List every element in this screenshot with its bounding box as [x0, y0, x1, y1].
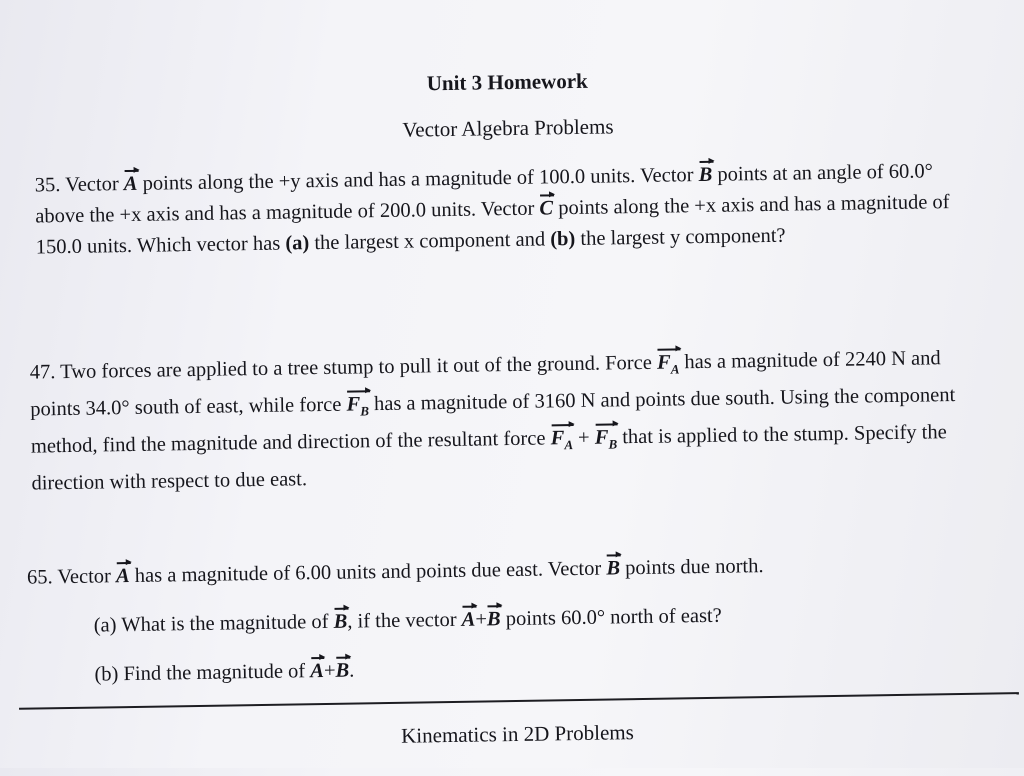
problem-number: 35. [34, 174, 61, 197]
problem-number: 47. [29, 361, 56, 384]
problem-35 [35, 156, 976, 264]
force-fb-symbol: $F_B$ [595, 423, 618, 460]
force-fa-symbol: $F_A$ [657, 347, 680, 384]
problem-47 [30, 342, 992, 499]
page-subtitle: Vector Algebra Problems [402, 114, 614, 142]
problem-number: 65. [26, 566, 53, 589]
problem-text: . [349, 659, 355, 682]
problem-text: Vector [57, 565, 112, 589]
plus-sign: + [323, 659, 336, 682]
problem-text: has a magnitude of 2240 N and points 34.0° south of east, while force [30, 347, 941, 421]
vector-b-symbol: B [698, 160, 712, 191]
vector-a-symbol: A [124, 169, 138, 200]
problem-text: has a magnitude of 3160 N and points due south. Using the component method, find the magnitude and direction of the resultant force [30, 384, 956, 458]
problem-text: has a magnitude of 6.00 units and points due east. Vector [134, 557, 602, 587]
vector-c-symbol: C [539, 193, 553, 224]
section-divider [19, 692, 1019, 710]
vector-b-symbol: B [606, 553, 620, 584]
problem-text: , if the vector [347, 608, 457, 633]
part-b-label: (b) [94, 663, 119, 686]
problem-text: points along the +y axis and has a magnitude of 100.0 units. Vector [142, 164, 694, 195]
problem-text: Two forces are applied to a tree stump to pull it out of the ground. Force [59, 351, 653, 384]
vector-b-symbol: B [333, 607, 347, 638]
part-a-label: (a) [285, 232, 310, 255]
problem-text: points at an angle of 60.0° above the +x axis and has a magnitude of 200.0 units. Vector [35, 160, 934, 228]
problem-text: Find the magnitude of [123, 660, 306, 686]
part-b-label: (b) [550, 227, 576, 251]
problem-text: points 60.0° north of east? [505, 604, 722, 631]
next-section-title: Kinematics in 2D Problems [400, 720, 635, 748]
problem-text: points due north. [625, 555, 764, 580]
page-title: Unit 3 Homework [426, 68, 588, 96]
vector-a-symbol: A [310, 656, 324, 687]
problem-text: points along the +x axis and has a magnitude of 150.0 units. Which vector has [35, 191, 950, 259]
problem-text: What is the magnitude of [121, 610, 329, 637]
plus-sign: + [475, 608, 488, 631]
force-fb-symbol: $F_B$ [346, 389, 369, 426]
problem-text: that is applied to the stump. Specify the direction with respect to due east. [31, 421, 947, 495]
problem-65-part-b [94, 646, 988, 691]
problem-65 [27, 548, 989, 692]
force-fa-symbol: $F_A$ [550, 423, 573, 460]
vector-a-symbol: A [461, 605, 475, 636]
problem-text: the largest y component? [580, 224, 786, 250]
vector-b-symbol: B [335, 656, 349, 687]
problem-text: the largest x component and [314, 228, 546, 255]
problem-text: Vector [65, 173, 119, 196]
plus-sign: + [577, 426, 590, 450]
vector-a-symbol: A [116, 561, 130, 592]
vector-b-symbol: B [487, 604, 501, 635]
part-a-label: (a) [93, 614, 117, 637]
problem-65-part-a [94, 597, 988, 642]
